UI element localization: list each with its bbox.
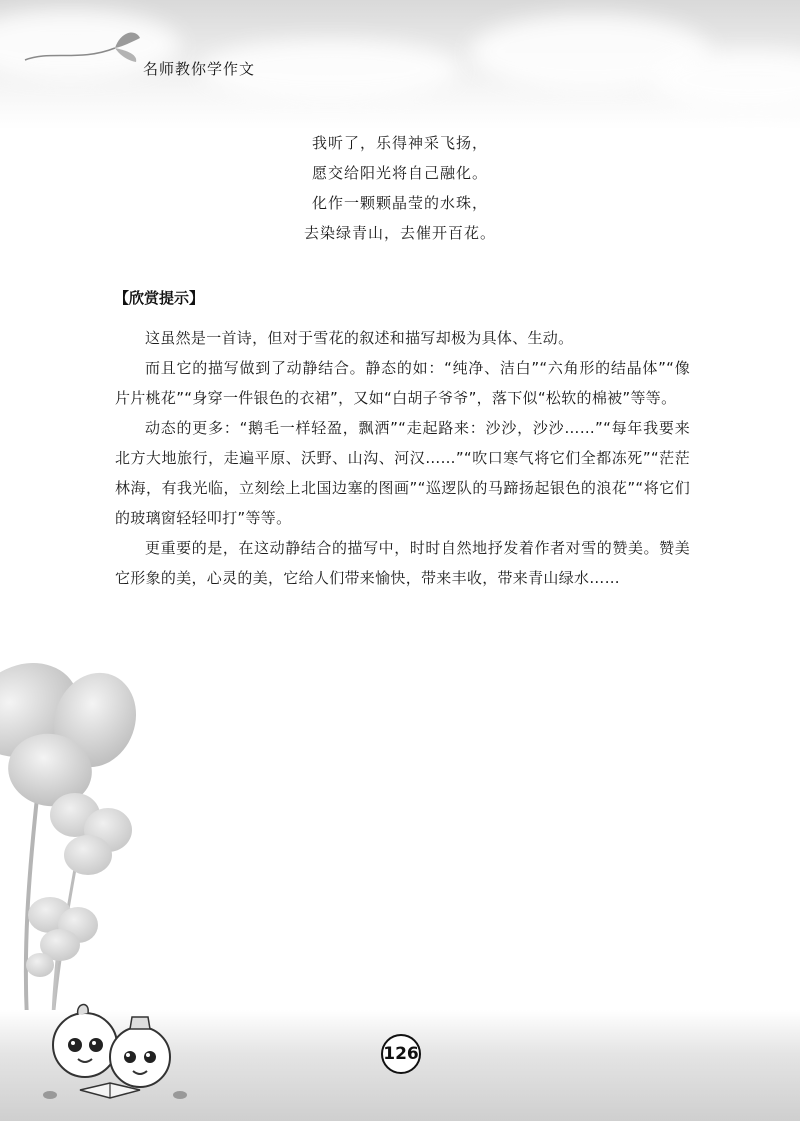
poem-line: 愿交给阳光将自己融化。 bbox=[311, 164, 488, 182]
running-title: 名师教你学作文 bbox=[143, 60, 256, 78]
poem-line: 化作一颗颗晶莹的水珠， bbox=[311, 194, 488, 212]
cartoon-kids-reading-icon bbox=[30, 995, 200, 1110]
page-number: 126 bbox=[381, 1034, 421, 1074]
appreciation-text bbox=[115, 323, 690, 593]
paragraph: 而且它的描写做到了动静结合。静态的如：“纯净、洁白”“六角形的结晶体”“像片片桃花”“身穿一件银色的衣裙”，又如“白胡子爷爷”，落下似“松软的棉被”等等。 bbox=[115, 359, 690, 407]
poem-line: 我听了，乐得神采飞扬， bbox=[311, 134, 488, 152]
paragraph: 更重要的是，在这动静结合的描写中，时时自然地抒发着作者对雪的赞美。赞美它形象的美，心灵的美，它给人们带来愉快，带来丰收，带来青山绿水…… bbox=[115, 539, 690, 587]
butterfly-kite-icon bbox=[20, 20, 150, 65]
poem-line: 去染绿青山，去催开百花。 bbox=[303, 224, 496, 242]
paragraph: 动态的更多：“鹅毛一样轻盈，飘洒”“走起路来：沙沙，沙沙……”“每年我要来北方大地旅行，走遍平原、沃野、山沟、河汉……”“吹口寒气将它们全都冻死”“茫茫林海，有我光临，立刻绘上北国边塞的图画”“巡逻队的马蹄扬起银色的浪花”“将它们的玻璃窗轻轻叩打”等等。 bbox=[115, 419, 690, 527]
section-title: 【欣赏提示】 bbox=[114, 289, 205, 307]
paragraph: 这虽然是一首诗，但对于雪花的叙述和描写却极为具体、生动。 bbox=[145, 329, 574, 347]
poem bbox=[0, 128, 800, 248]
